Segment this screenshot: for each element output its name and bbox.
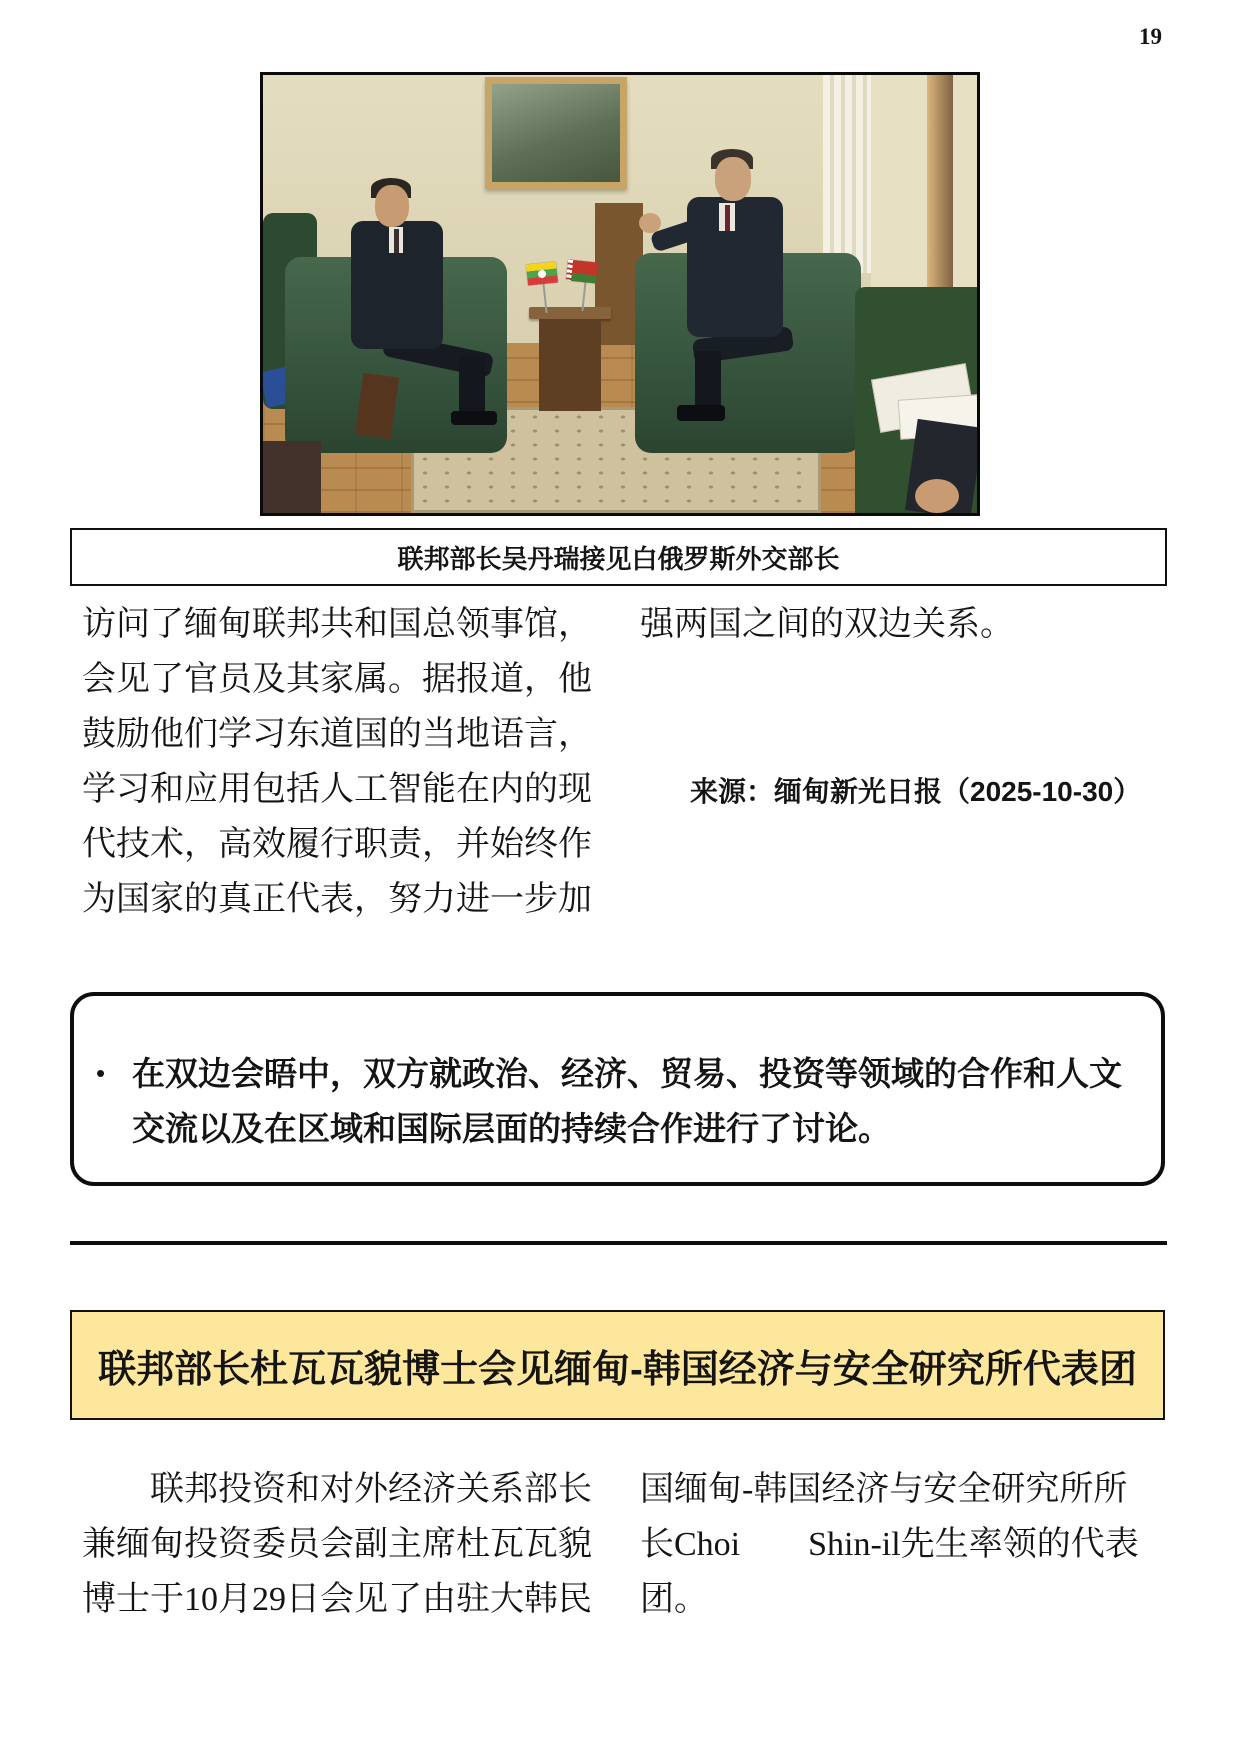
wall-painting [485, 77, 627, 189]
body-text-line: 长Choi Shin-il先生率领的代表 [640, 1526, 1139, 1563]
right-man-tie [725, 205, 730, 231]
article2-right-column [640, 1462, 1160, 1627]
left-man-tie [394, 229, 399, 253]
photo-caption-box [70, 528, 1167, 586]
article1-right-column [640, 597, 1154, 652]
right-man-shoe [677, 405, 725, 421]
body-text-line: 联邦投资和对外经济关系部长 [150, 1471, 592, 1508]
article1-left-column [82, 597, 602, 927]
meeting-photo [260, 72, 980, 516]
body-text-line: 会见了官员及其家属。据报道，他 [82, 661, 592, 698]
source-attribution: 来源：缅甸新光日报（2025-10-30） [690, 776, 1142, 807]
belarus-flag [566, 259, 598, 283]
body-text-line: 学习和应用包括人工智能在内的现 [82, 771, 592, 808]
radiator [263, 441, 321, 513]
bullet-icon: • [96, 1058, 106, 1088]
article2-headline-box [70, 1310, 1165, 1420]
left-man-shoe [451, 411, 497, 425]
body-text-line: 为国家的真正代表，努力进一步加 [82, 881, 592, 918]
key-point-box [70, 992, 1165, 1186]
right-man-shin [695, 351, 721, 409]
right-man-head [715, 157, 751, 201]
page-number: 19 [1139, 24, 1162, 49]
body-text-line: 代技术，高效履行职责，并始终作 [82, 826, 592, 863]
key-point-line: 在双边会晤中，双方就政治、经济、贸易、投资等领域的合作和人文 [132, 1055, 1122, 1092]
body-text-line: 博士于10月29日会见了由驻大韩民 [82, 1581, 592, 1618]
body-text-line: 强两国之间的双边关系。 [640, 606, 1014, 643]
body-text-line: 访问了缅甸联邦共和国总领事馆， [82, 606, 592, 643]
aide-hand [915, 479, 959, 513]
left-man-head [375, 185, 409, 227]
photo-caption-text: 联邦部长吴丹瑞接见白俄罗斯外交部长 [397, 543, 840, 574]
right-man-hand [639, 213, 661, 233]
myanmar-flag [526, 261, 558, 285]
article2-headline-text: 联邦部长杜瓦瓦貌博士会见缅甸-韩国经济与安全研究所代表团 [98, 1348, 1137, 1391]
window-curtain [823, 75, 871, 273]
body-text-line: 国缅甸-韩国经济与安全研究所所 [640, 1471, 1128, 1508]
body-text-line: 鼓励他们学习东道国的当地语言， [82, 716, 592, 753]
section-divider [70, 1241, 1167, 1245]
article2-left-column [82, 1462, 602, 1627]
left-man-shin [459, 357, 485, 415]
key-point-line: 交流以及在区域和国际层面的持续合作进行了讨论。 [132, 1110, 891, 1147]
body-text-line: 团。 [640, 1581, 708, 1618]
flag-table-top [529, 307, 611, 319]
flag-table [539, 319, 601, 411]
key-point-text [132, 1046, 1122, 1156]
body-text-line: 兼缅甸投资委员会副主席杜瓦瓦貌 [82, 1526, 592, 1563]
